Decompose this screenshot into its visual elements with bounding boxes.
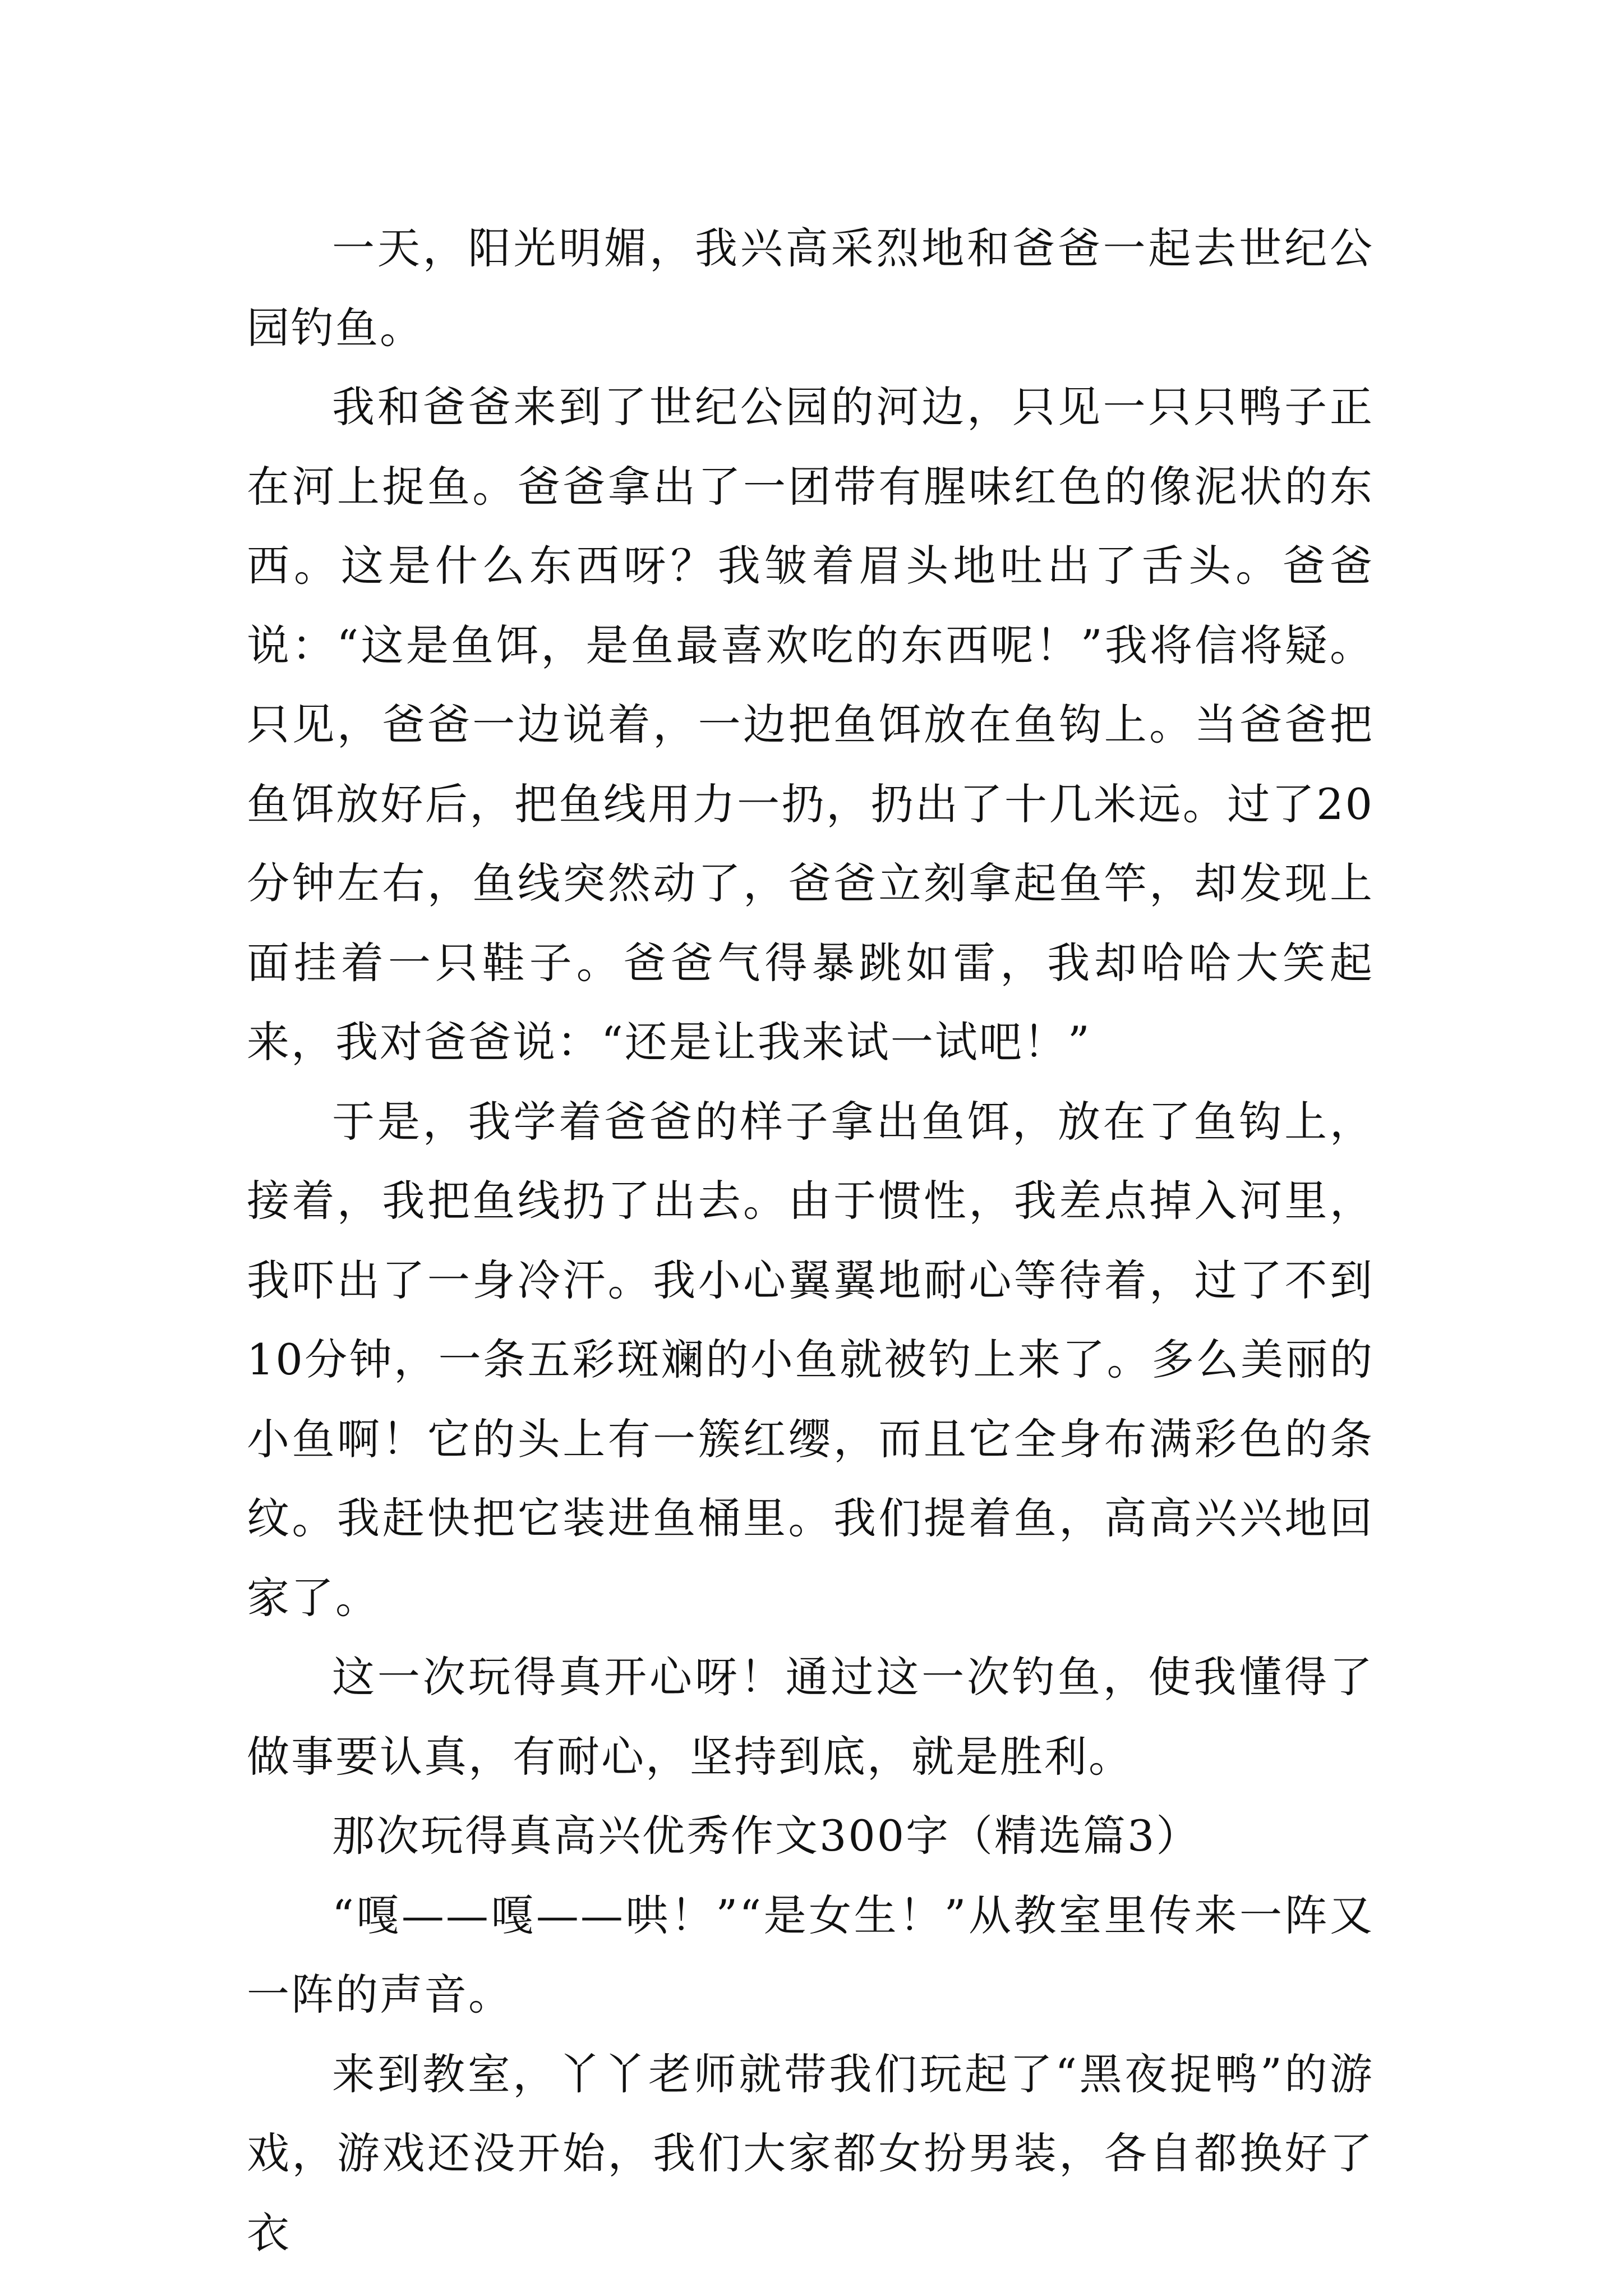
paragraph-my-turn: 于是，我学着爸爸的样子拿出鱼饵，放在了鱼钩上，接着，我把鱼线扔了出去。由于惯性，我差点掉入河里，我吓出了一身冷汗。我小心翼翼地耐心等待着，过了不到10分钟，一条五彩斑斓的小鱼就被钓上来了。多么美丽的小鱼啊！它的头上有一簇红缨，而且它全身布满彩色的条纹。我赶快把它装进鱼桶里。我们提着鱼，高高兴兴地回家了。 bbox=[247, 1096, 1374, 1623]
paragraph-intro: 一天，阳光明媚，我兴高采烈地和爸爸一起去世纪公园钓鱼。 bbox=[247, 223, 1374, 353]
essay-body bbox=[247, 209, 1374, 2272]
paragraph-classroom-sounds: “嘎——嘎——哄！”“是女生！”从教室里传来一阵又一阵的声音。 bbox=[247, 1890, 1374, 2019]
paragraph-game-start: 来到教室，丫丫老师就带我们玩起了“黑夜捉鸭”的游戏，游戏还没开始，我们大家都女扮男装，各自都换好了衣 bbox=[247, 2049, 1374, 2258]
paragraph-conclusion: 这一次玩得真开心呀！通过这一次钓鱼，使我懂得了做事要认真，有耐心，坚持到底，就是胜利。 bbox=[247, 1652, 1374, 1782]
section-heading: 那次玩得真高兴优秀作文300字（精选篇3） bbox=[332, 1811, 1201, 1861]
paragraph-dad-fishing: 我和爸爸来到了世纪公园的河边，只见一只只鸭子正在河上捉鱼。爸爸拿出了一团带有腥味红色的像泥状的东西。这是什么东西呀？我皱着眉头地吐出了舌头。爸爸说：“这是鱼饵，是鱼最喜欢吃的东西呢！”我将信将疑。只见，爸爸一边说着，一边把鱼饵放在鱼钩上。当爸爸把鱼饵放好后，把鱼线用力一扔，扔出了十几米远。过了20分钟左右，鱼线突然动了，爸爸立刻拿起鱼竿，却发现上面挂着一只鞋子。爸爸气得暴跳如雷，我却哈哈大笑起来，我对爸爸说：“还是让我来试一试吧！” bbox=[247, 382, 1374, 1067]
